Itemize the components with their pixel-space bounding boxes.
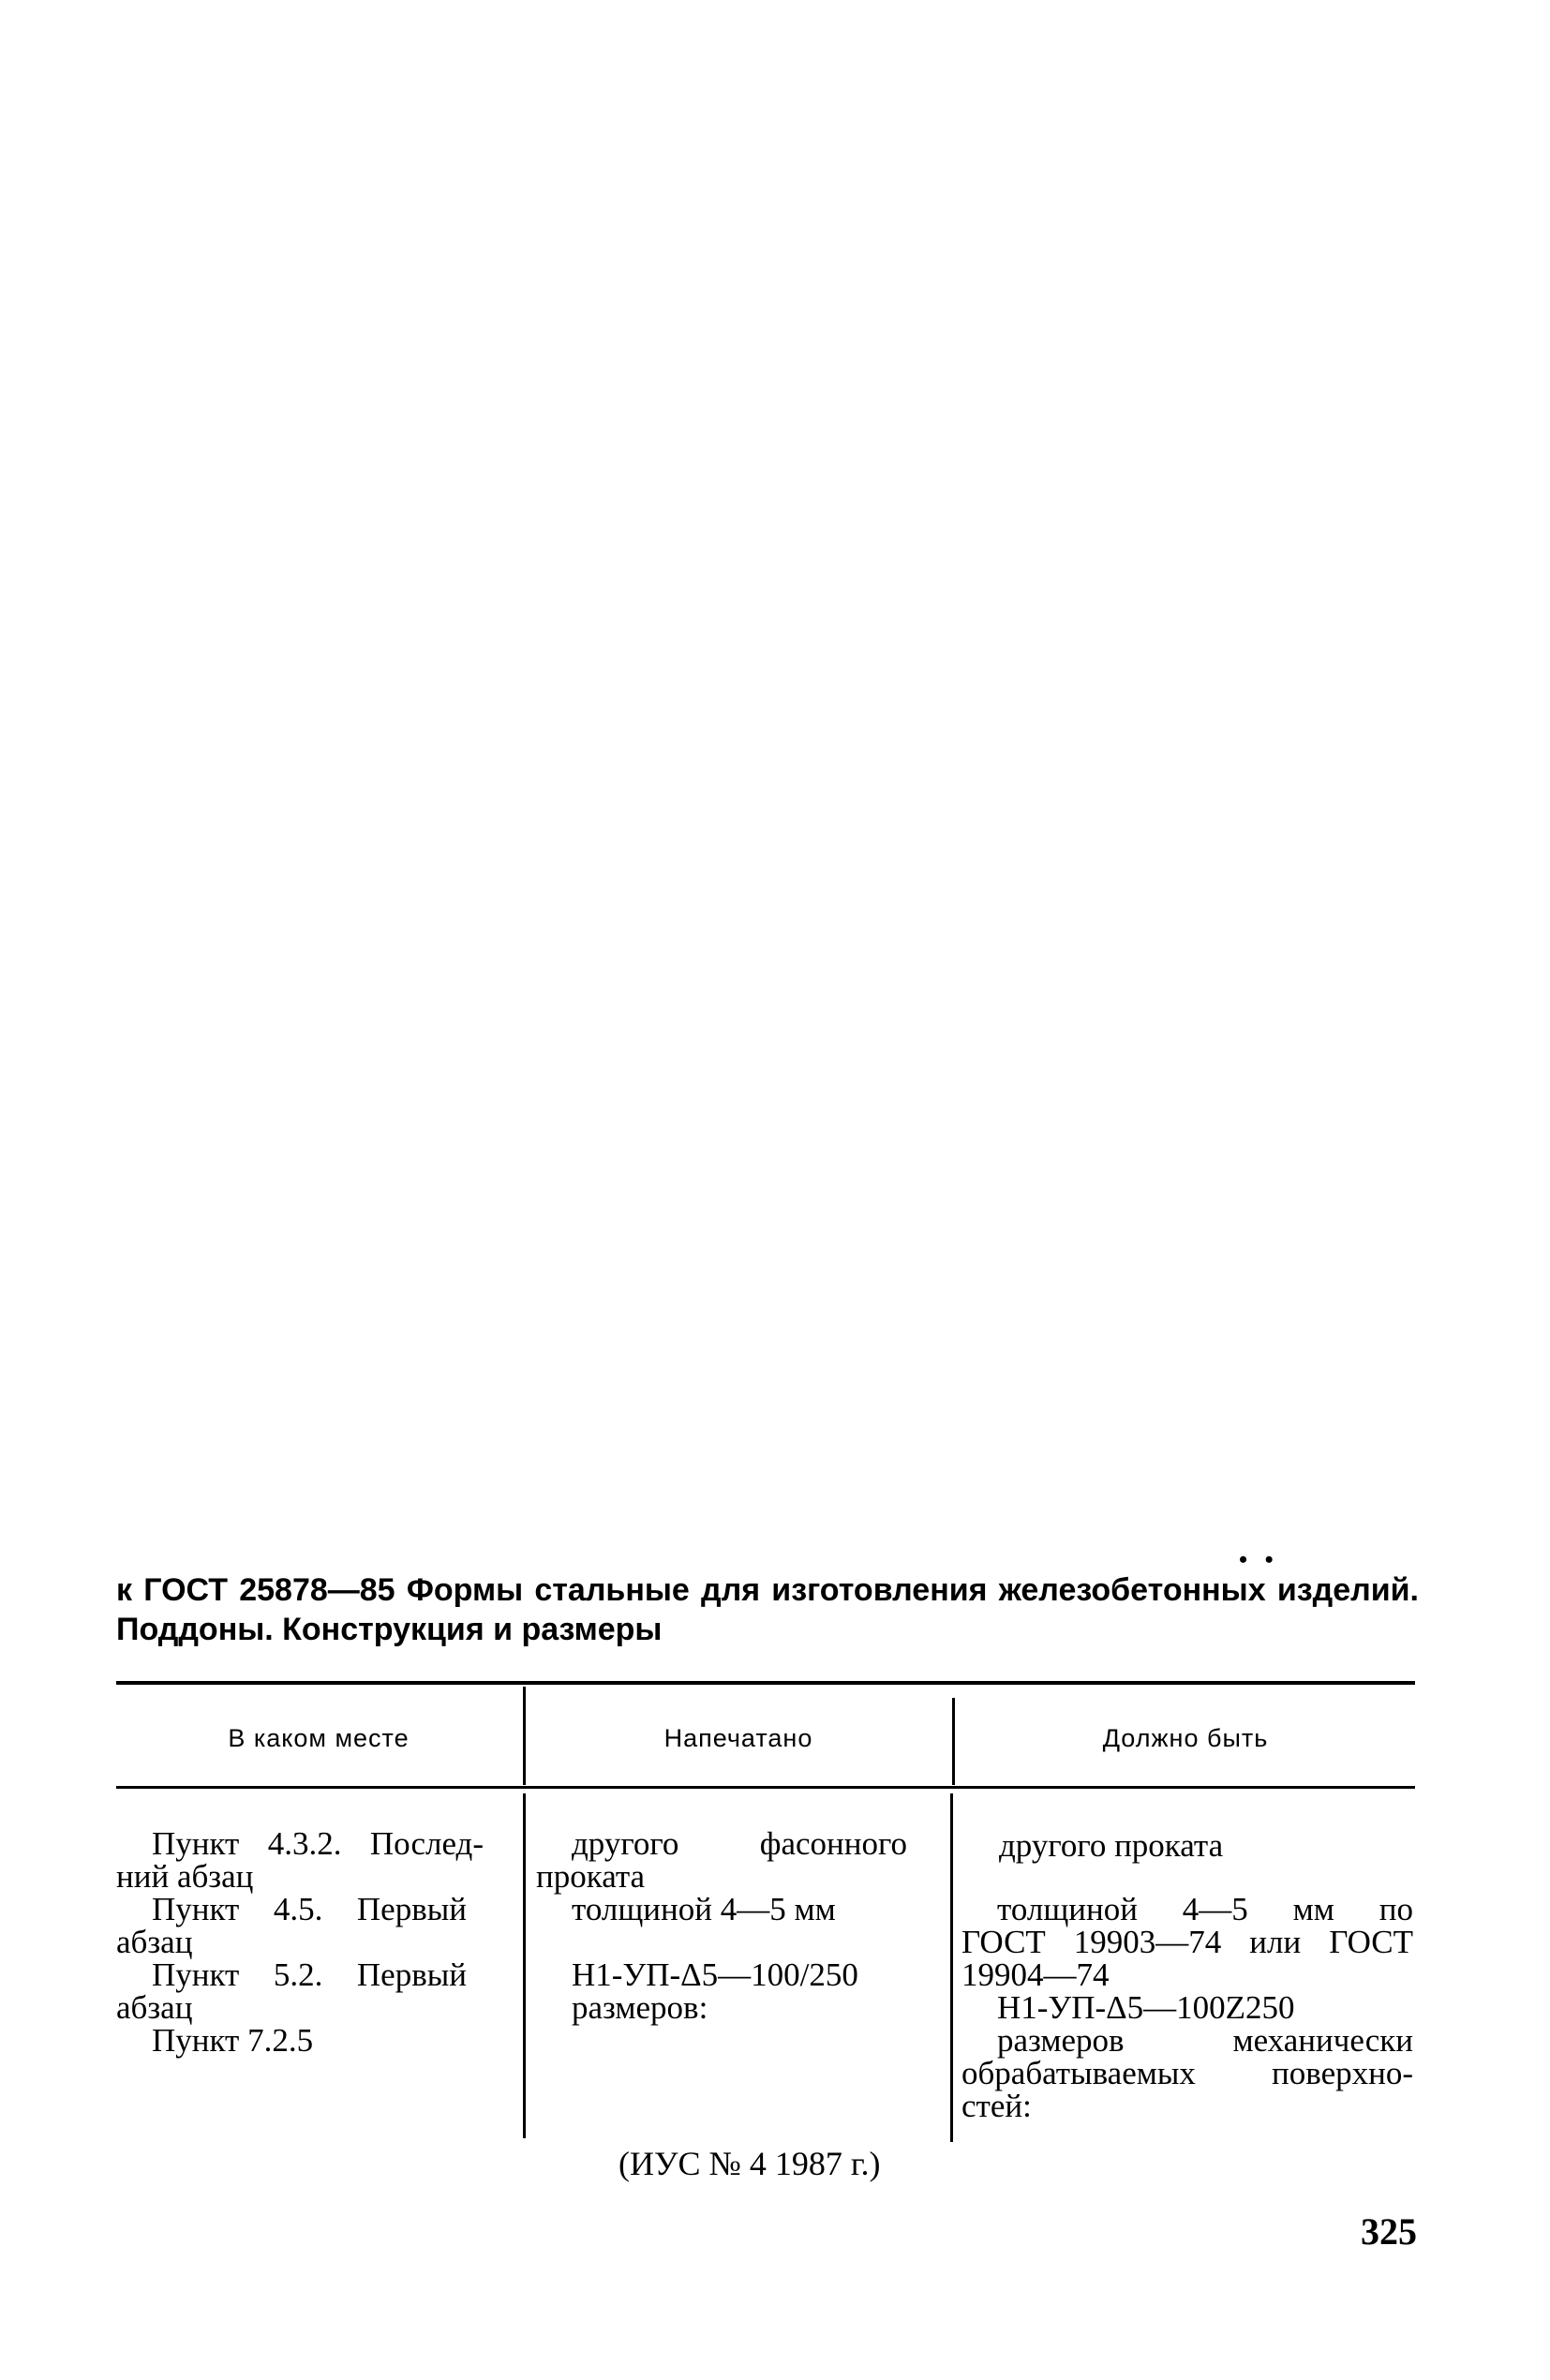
col1-row4-line1: Пункт 7.2.5 [152,2022,314,2059]
col3-row4-line3: стей: [961,2088,1032,2124]
column-divider-1-body [523,1793,526,2138]
header-should-be: Должно быть [1102,1724,1269,1752]
col2-row4-line1: размеров: [572,1989,708,2026]
col3-row2-line2: ГОСТ 19903—74 или ГОСТ [961,1924,1413,1960]
col1-row1-line2: ний абзац [116,1858,254,1895]
col2-row2-line1: толщиной 4—5 мм [572,1891,836,1927]
header-bottom-rule [116,1786,1415,1789]
col3-row1-line1: другого проката [999,1827,1224,1864]
col1-row1-line1: Пункт 4.3.2. Послед- [152,1825,484,1862]
col3-row4-line1: размеров механически [997,2022,1413,2059]
col3-row2-line1: толщиной 4—5 мм по [997,1891,1413,1927]
page-number: 325 [1361,2210,1417,2253]
header-printed: Напечатано [663,1724,813,1752]
decorative-dots: • • [1239,1546,1279,1573]
column-divider-2-header [952,1698,955,1785]
col1-row2-line1: Пункт 4.5. Первый [152,1891,467,1927]
document-title: к ГОСТ 25878—85 Формы стальные для изготовления железобетонных изделий. Поддоны. Конструкция и размеры [116,1572,1419,1647]
column-divider-2-body [950,1793,953,2142]
col1-row2-line2: абзац [116,1924,193,1960]
col2-row1-line2: проката [536,1858,646,1895]
col3-row2-line3: 19904—74 [961,1956,1110,1993]
col2-row3-line1: Н1-УП-Δ5—100/250 [572,1956,858,1993]
column-divider-1-header [523,1687,526,1785]
col1-row3-line2: абзац [116,1989,193,2026]
col1-row3-line1: Пункт 5.2. Первый [152,1956,467,1993]
header-location: В каком месте [228,1724,410,1752]
table-top-rule [116,1681,1415,1685]
col3-row3-line1: Н1-УП-Δ5—100Z250 [997,1989,1295,2026]
col3-row4-line2: обрабатываемых поверхно- [961,2055,1413,2091]
col2-row1-line1: другого фасонного [572,1825,907,1862]
amendment-reference: (ИУС № 4 1987 г.) [619,2145,881,2182]
